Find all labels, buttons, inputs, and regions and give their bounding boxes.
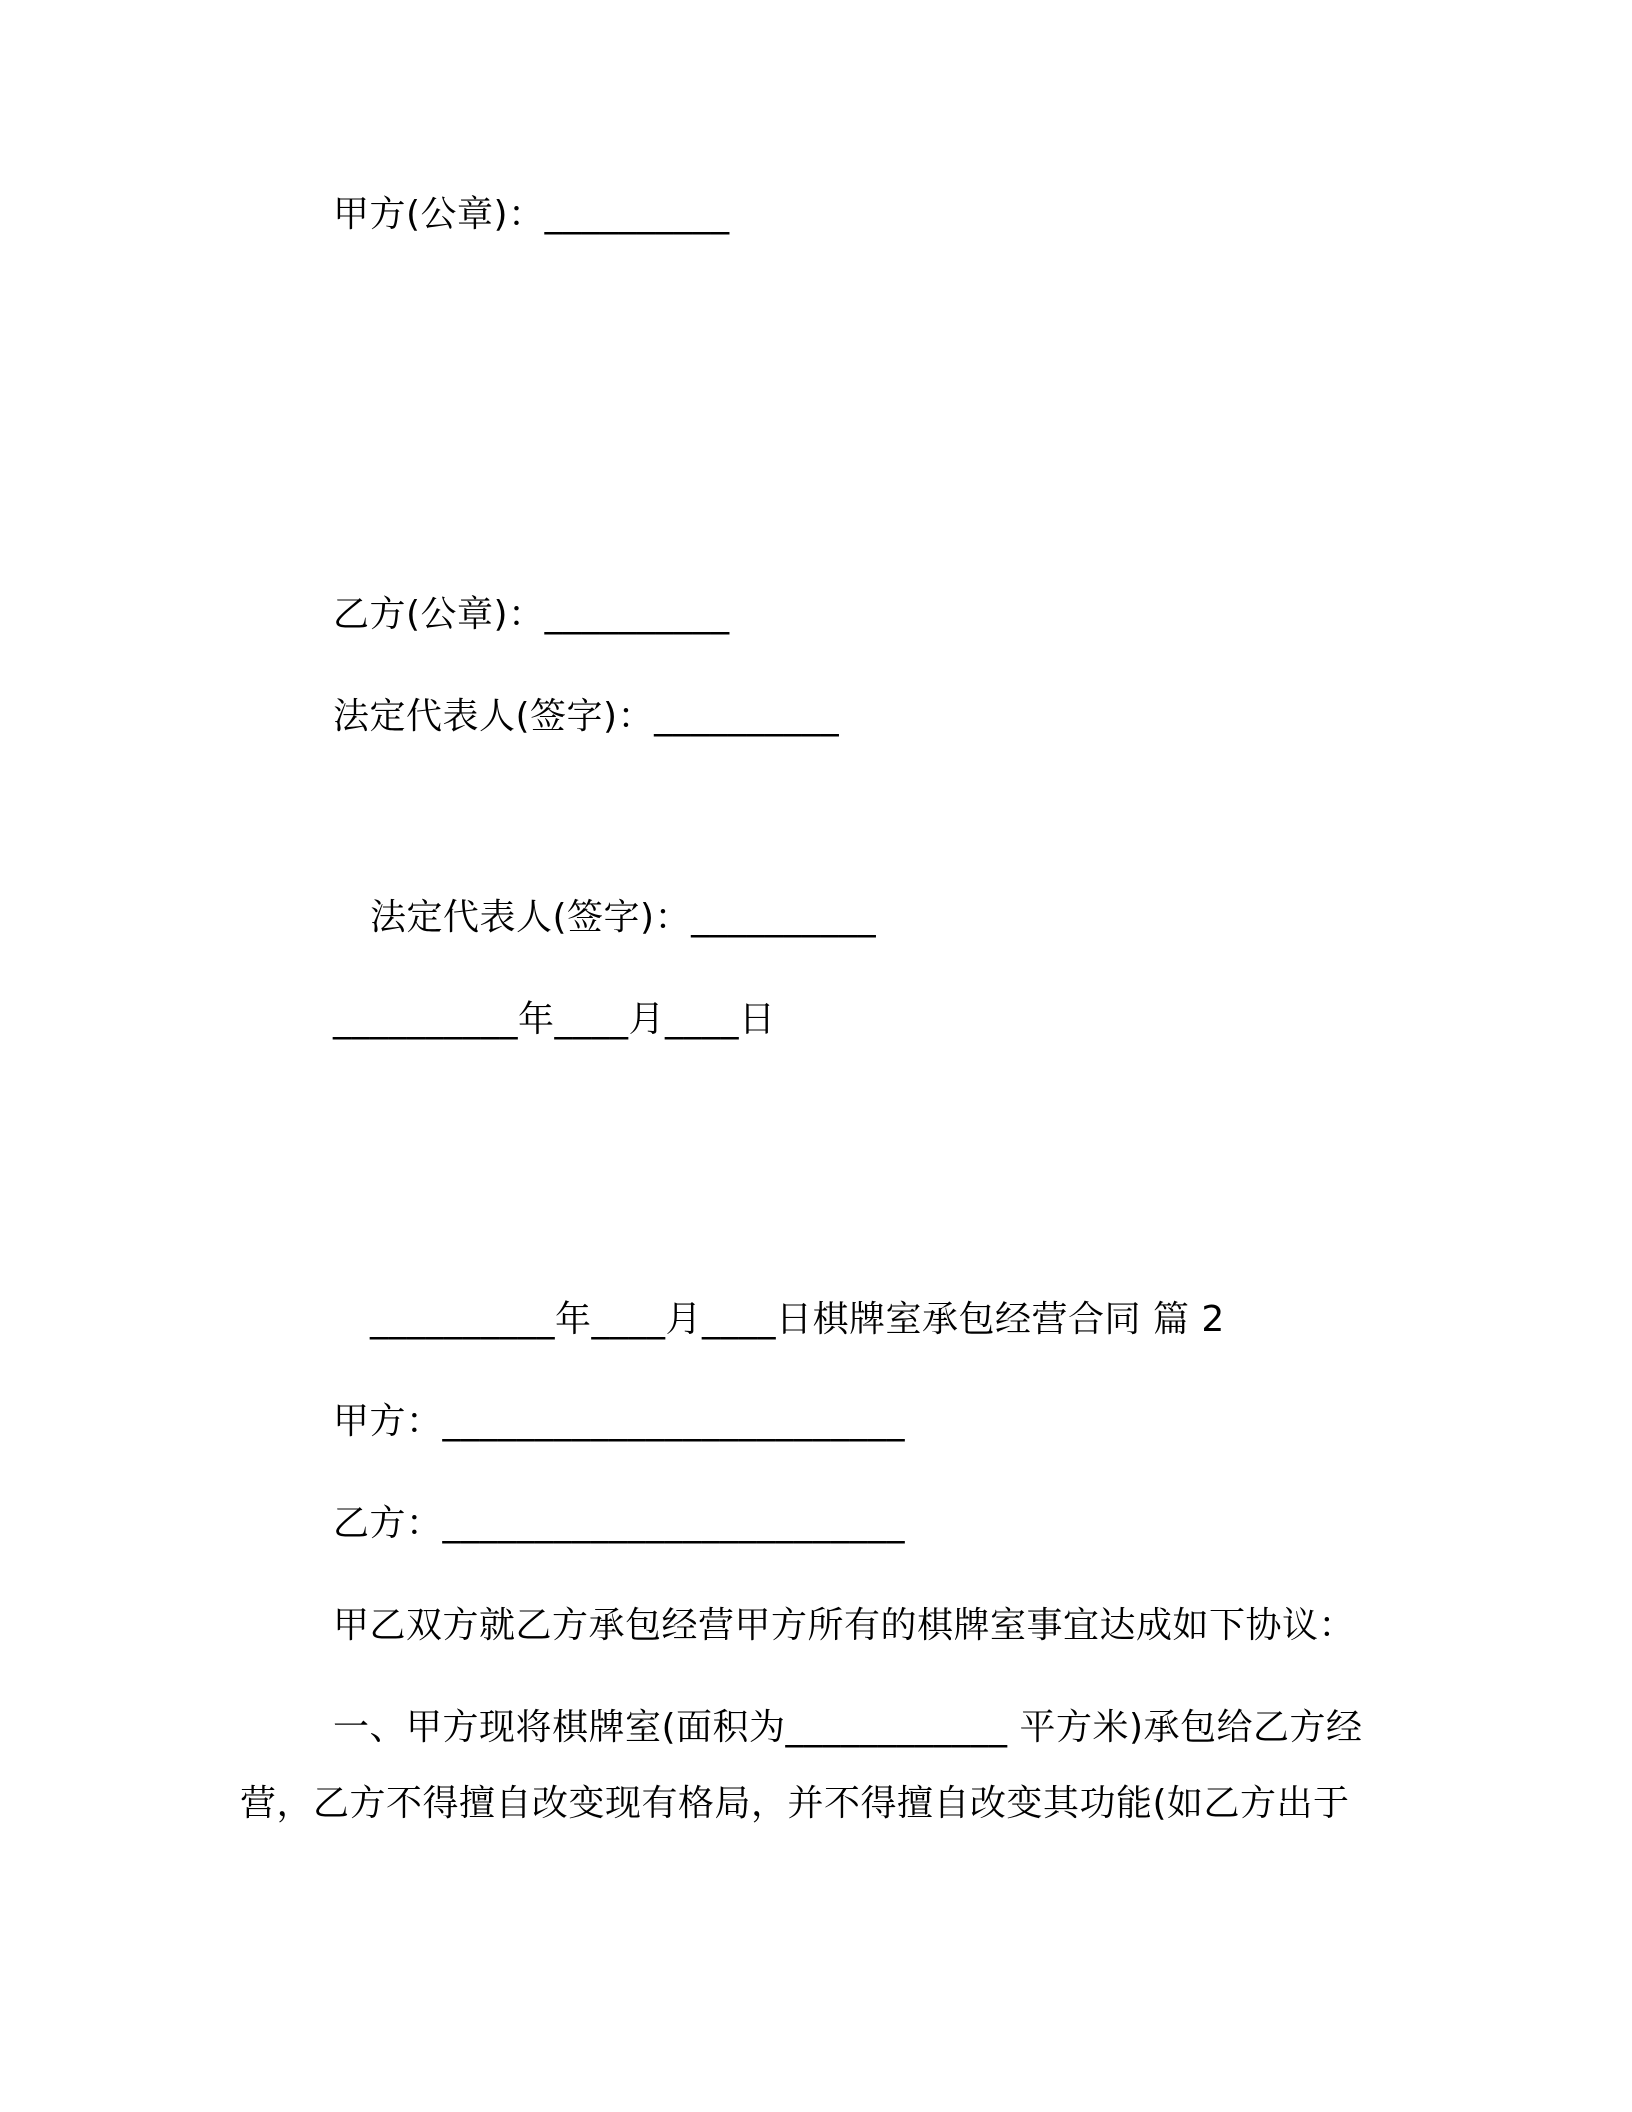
party-a-seal-line: 甲方(公章)：__________ (333, 194, 730, 235)
agreement-intro: 甲乙双方就乙方承包经营甲方所有的棋牌室事宜达成如下协议： (333, 1605, 1356, 1646)
signing-date-line: __________年____月____日 (333, 999, 776, 1040)
contract-title: __________年____月____日棋牌室承包经营合同 篇 2 (370, 1299, 1225, 1340)
clause-1-line-1: 一、甲方现将棋牌室(面积为____________ 平方米)承包给乙方经 (333, 1707, 1363, 1748)
party-b-line: 乙方：_________________________ (333, 1503, 906, 1544)
legal-representative-signature-line-2: 法定代表人(签字)：__________ (370, 897, 877, 938)
clause-1-line-2: 营，乙方不得擅自改变现有格局，并不得擅自改变其功能(如乙方出于 (240, 1783, 1350, 1824)
party-b-seal-line: 乙方(公章)：__________ (333, 594, 730, 635)
party-a-line: 甲方：_________________________ (333, 1401, 906, 1442)
legal-representative-signature-line: 法定代表人(签字)：__________ (333, 696, 840, 737)
